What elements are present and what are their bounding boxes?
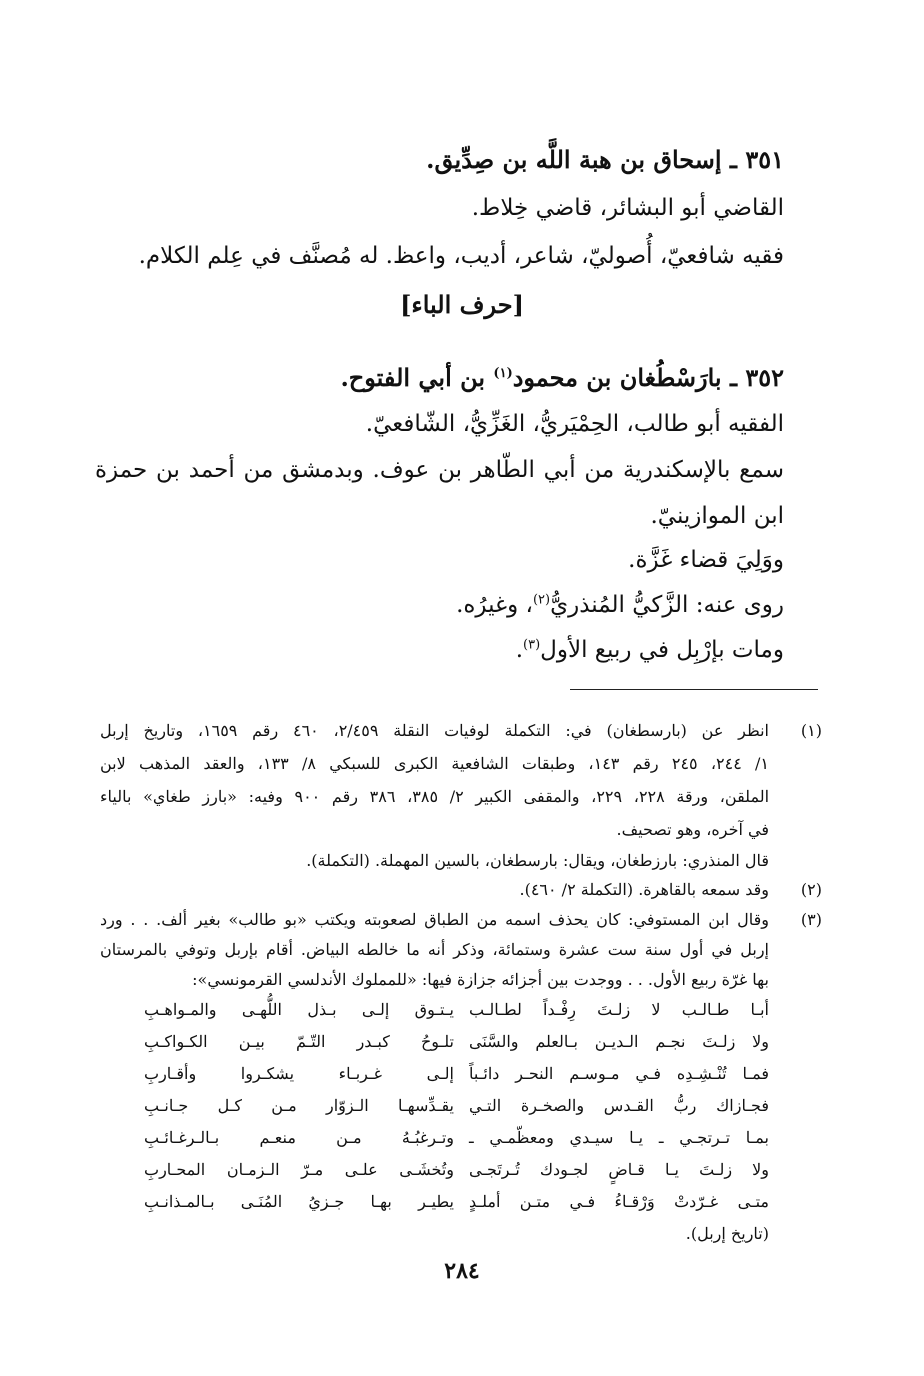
entry-351-line-2: فقيه شافعيّ، أُصوليّ، شاعر، أديب، واعظ. له مُصنَّف في عِلم الكلام.: [138, 243, 784, 269]
footnote-1-number: (١): [800, 721, 822, 740]
verse-2-first-hemistich: ولا زلـتَ نجـم الـديـن بـالعلم والسَّنَى: [469, 1032, 769, 1051]
entry-352-line-3: ابن الموازينيّ.: [650, 503, 784, 529]
footnote-ref-2: (٢): [532, 592, 551, 608]
footnote-1-line-2: ١/ ٢٤٤، ٢٤٥ رقم ١٤٣، وطبقات الشافعية الكبرى للسبكي ٨/ ١٣٣، والعقد المذهب لابن: [100, 754, 770, 773]
entry-352-line-1: الفقيه أبو طالب، الحِمْيَريُّ، الغَزِّيُّ، الشّافعيّ.: [365, 411, 784, 437]
verse-3-second-hemistich: إلـى غـربـاء يشكـروا وأقـاربِ: [144, 1064, 454, 1083]
verse-7-second-hemistich: يطيـر بهـا جـزيُ المُنَـى بـالمـذانـبِ: [144, 1192, 454, 1211]
verse-4-first-hemistich: فجـازاك ربُّ القـدس والصخـرة التـي: [469, 1096, 769, 1115]
verse-5-first-hemistich: بمـا تـرتجـي ـ يـا سيـدي ومعظّمـي ـ: [469, 1128, 769, 1147]
verse-2-second-hemistich: تلـوحُ كبـدر التّـمّ بيـن الكـواكـبِ: [144, 1032, 454, 1051]
entry-352-line-6-rest: .: [515, 637, 523, 663]
entry-352-title: [340, 358, 784, 398]
footnote-1-line-1: انظر عن (بارسطغان) في: التكملة لوفيات النقلة ٢/٤٥٩، ٤٦٠ رقم ١٦٥٩، وتاريخ إربل: [100, 721, 770, 740]
entry-352-line-5: [456, 585, 784, 625]
footnote-1-line-5: قال المنذري: بارزطغان، ويقال: بارسطغان، بالسين المهملة. (التكملة).: [306, 851, 769, 870]
footnote-2-number: (٢): [800, 880, 822, 899]
footnote-3-line-1: وقال ابن المستوفي: كان يحذف اسمه من الطباق لصعوبته ويكتب «بو طالب» بغير ألف. . . ورد: [100, 910, 769, 929]
entry-352-line-6-text: ومات بإرْبِل في ربيع الأول: [540, 637, 784, 663]
verse-3-first-hemistich: فمـا تُنْـشِـدِه فـي مـوسـم النحـر دائـباً: [469, 1064, 769, 1083]
entry-352-line-6: [516, 630, 784, 670]
verse-1-first-hemistich: أبـا طـالـب لا زلـتَ رِفْـداً لطـالـب: [469, 1000, 769, 1019]
footnote-2-line-1: وقد سمعه بالقاهرة. (التكملة ٢/ ٤٦٠).: [519, 880, 769, 899]
footnote-ref-3: (٣): [523, 637, 541, 653]
entry-352-line-5-text: روى عنه: الزَّكيُّ المُنذريُّ: [550, 592, 784, 618]
footnote-1-line-4: في آخره، وهو تصحيف.: [616, 820, 769, 839]
verse-7-first-hemistich: متـى غـرّدتْ وَرْقـاءُ فـي متـن أملـدٍ: [469, 1192, 769, 1211]
entry-351-title: ٣٥١ ـ إسحاق بن هبة اللَّه بن صِدِّيق.: [426, 145, 784, 174]
verse-6-first-hemistich: ولا زلـتَ يـا قـاضٍ لجـودك تُـرتَجـى: [469, 1160, 769, 1179]
footnote-ref-1: (١): [493, 366, 513, 381]
footnote-3-line-3: بها غرّة ربيع الأول. . . ووجدت بين أجزائه جزازة فيها: «للمملوك الأندلسي القرمونسي»:: [192, 970, 769, 989]
footnote-3-source: (تاريخ إربل).: [685, 1224, 769, 1243]
verse-1-second-hemistich: يـتـوق إلـى بـذل اللُّهـى والمـواهـبِ: [144, 1000, 454, 1019]
verse-6-second-hemistich: وتُخشَـى علـى مـرّ الـزمـان المحـاربِ: [144, 1160, 454, 1179]
verse-4-second-hemistich: يقـدِّسهـا الـزوّار مـن كـل جـانـبِ: [144, 1096, 454, 1115]
page-number: ٢٨٤: [444, 1258, 480, 1284]
section-heading: [حرف الباء]: [400, 290, 524, 319]
entry-352-title-text: ٣٥٢ ـ بارَسْطُغان بن محمود: [512, 363, 784, 392]
footnote-3-number: (٣): [800, 910, 822, 929]
entry-352-line-5-rest: ، وغيرُه.: [456, 592, 533, 618]
entry-352-title-rest: بن أبي الفتوح.: [340, 363, 494, 392]
footnote-separator: [570, 689, 818, 690]
footnote-1-line-3: الملقن، ورقة ٢٢٨، ٢٢٩، والمقفى الكبير ٢/ ٣٨٥، ٣٨٦ رقم ٩٠٠ وفيه: «بارز طغاي» بالياء: [100, 787, 770, 806]
footnote-3-line-2: إربل في أول سنة ست عشرة وستمائة، وذكر أنه ما خالطه البياض. أقام بإربل وتوفي بالمرستان: [100, 940, 770, 959]
entry-352-line-2: سمع بالإسكندرية من أبي الطّاهر بن عوف. وبدمشق من أحمد بن حمزة: [95, 457, 784, 483]
entry-352-line-4: ووَلِيَ قضاء غَزَّة.: [628, 547, 784, 573]
entry-351-line-1: القاضي أبو البشائر، قاضي خِلاط.: [471, 195, 784, 221]
verse-5-second-hemistich: وتـرغبُـهُ مـن منعـم بـالـرغـائـبِ: [144, 1128, 454, 1147]
